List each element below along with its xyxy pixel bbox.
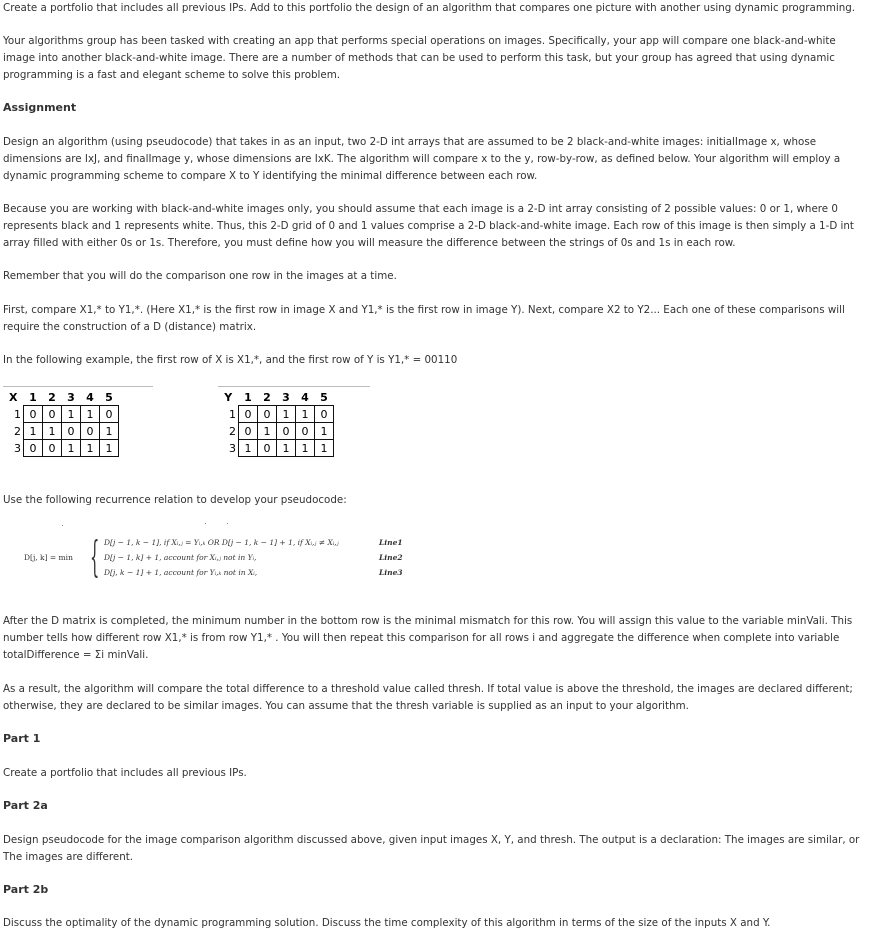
- matrix-y-cell: 1: [296, 440, 315, 457]
- recurrence-formula: [24, 532, 444, 582]
- matrix-y-cell: 0: [239, 406, 258, 423]
- part2b-heading: Part 2b: [3, 883, 49, 896]
- recurrence-tag-1: Line1: [379, 538, 403, 547]
- matrix-x-col-header: 3: [67, 390, 75, 404]
- matrix-y-cell: 0: [258, 406, 277, 423]
- matrix-y-cell: 1: [277, 440, 296, 457]
- part1-heading: Part 1: [3, 732, 41, 745]
- matrix-x-col-header: 1: [29, 390, 37, 404]
- matrix-y-col-header: 2: [263, 390, 271, 404]
- matrix-x-cell: 0: [62, 423, 81, 440]
- matrix-x-cell: 0: [100, 406, 119, 423]
- matrix-y-col-header: 4: [301, 390, 309, 404]
- matrix-y-label: Y: [224, 390, 233, 404]
- matrix-y: [218, 389, 334, 457]
- matrix-x-cell: 1: [81, 440, 100, 457]
- recurrence-line-2: D[j − 1, k] + 1, account for Xᵢ,ⱼ not in Yᵢ,: [104, 553, 257, 562]
- matrix-x-cell: 1: [100, 423, 119, 440]
- matrix-x-cell: 1: [62, 440, 81, 457]
- matrix-x-cell: 1: [81, 406, 100, 423]
- part2a-heading: Part 2a: [3, 799, 48, 812]
- assignment-heading: Assignment: [3, 101, 77, 114]
- matrix-x-col-header: 5: [105, 390, 113, 404]
- matrix-x-label: X: [9, 390, 18, 404]
- matrix-y-row: [218, 440, 334, 457]
- matrix-y-cell: 0: [296, 423, 315, 440]
- after-paragraph-2: As a result, the algorithm will compare the total difference to a threshold value called thresh. If total value is above the threshold, the images are declared different; otherwise, they are declared to be similar images. You can assume that the thresh variable is supplied as an input to your algorithm.: [3, 683, 853, 712]
- recurrence-line-1: D[j − 1, k − 1], if Xᵢ,ⱼ = Yᵢ,ₖ OR D[j − 1, k − 1] + 1, if Xᵢ,ⱼ ≠ Xᵢ,ⱼ: [104, 538, 339, 547]
- matrix-y-col-header: 5: [320, 390, 328, 404]
- left-brace-icon: {: [90, 532, 100, 581]
- part2a-text: Design pseudocode for the image comparison algorithm discussed above, given input images X, Y, and thresh. The output is a declaration: The images are similar, or The images are different.: [3, 834, 860, 863]
- matrix-y-cell: 1: [239, 440, 258, 457]
- assignment-paragraph-1: Design an algorithm (using pseudocode) that takes in as an input, two 2-D int arrays that are assumed to be 2 black-and-white images: initialImage x, whose dimensions are IxJ, and finalImage y, whose dimensions are IxK. The algorithm will compare x to the y, row-by-row, as defined below. Your algorithm will employ a dynamic programming scheme to compare X to Y identifying the minimal difference between each row.: [3, 136, 841, 182]
- matrix-x-cell: 1: [100, 440, 119, 457]
- matrix-x-cell: 1: [43, 423, 62, 440]
- part1-text: Create a portfolio that includes all previous IPs.: [3, 767, 247, 779]
- part2b-text: Discuss the optimality of the dynamic programming solution. Discuss the time complexity of this algorithm in terms of the size of the inputs X and Y.: [3, 917, 771, 929]
- matrix-y-cell: 1: [296, 406, 315, 423]
- matrix-y-cell: 1: [258, 423, 277, 440]
- matrix-y-col-header: 3: [282, 390, 290, 404]
- recurrence-lhs: D[j, k] = min: [24, 553, 73, 562]
- matrix-x-row-label: 2: [14, 424, 21, 438]
- assignment-paragraph-3: Remember that you will do the comparison one row in the images at a time.: [3, 270, 397, 282]
- matrix-x: [3, 389, 119, 457]
- recurrence-tag-3: Line3: [379, 568, 403, 577]
- matrix-x-cell: 1: [24, 423, 43, 440]
- matrix-y-cell: 1: [277, 406, 296, 423]
- matrix-x-col-header: 4: [86, 390, 94, 404]
- matrix-y-row: [218, 423, 334, 440]
- matrix-x-col-header: 2: [48, 390, 56, 404]
- recurrence-intro: Use the following recurrence relation to develop your pseudocode:: [3, 494, 347, 506]
- matrix-x-cell: 0: [43, 440, 62, 457]
- context-paragraph: Your algorithms group has been tasked with creating an app that performs special operations on images. Specifically, your app will compare one black-and-white image into another black-and-white image. There are a number of methods that can be used to perform this task, but your group has agreed that using dynamic programming is a fast and elegant scheme to solve this problem.: [3, 35, 836, 81]
- intro-line: Create a portfolio that includes all previous IPs. Add to this portfolio the design of an algorithm that compares one picture with another using dynamic programming.: [3, 2, 856, 14]
- matrix-y-cell: 0: [277, 423, 296, 440]
- recurrence-line-3: D[j, k − 1] + 1, account for Yᵢ,ₖ not in Xᵢ,: [104, 568, 258, 577]
- after-paragraph-1: After the D matrix is completed, the minimum number in the bottom row is the minimal mismatch for this row. You will assign this value to the variable minVali. This number tells how different row X1,* is from row Y1,* . You will then repeat this comparison for all rows i and aggregate the difference when complete into variable totalDifference = Σi minVali.: [3, 615, 853, 661]
- matrix-y-cell: 1: [315, 440, 334, 457]
- matrix-y-row-label: 1: [229, 407, 236, 421]
- matrix-x-row: [3, 440, 119, 457]
- matrix-x-row-label: 1: [14, 407, 21, 421]
- matrix-y-col-header: 1: [244, 390, 252, 404]
- matrix-y-row: [218, 406, 334, 423]
- assignment-paragraph-5: In the following example, the first row of X is X1,*, and the first row of Y is Y1,* = 00110: [3, 354, 458, 366]
- matrix-y-row-label: 2: [229, 424, 236, 438]
- matrix-y-cell: 1: [315, 423, 334, 440]
- matrix-x-row: [3, 406, 119, 423]
- matrix-x-cell: 0: [43, 406, 62, 423]
- assignment-paragraph-4: First, compare X1,* to Y1,*. (Here X1,* is the first row in image X and Y1,* is the first row in image Y). Next, compare X2 to Y2... Each one of these comparisons will require the construction of a D (distance) matrix.: [3, 304, 845, 333]
- matrix-x-cell: 1: [62, 406, 81, 423]
- assignment-paragraph-2: Because you are working with black-and-white images only, you should assume that each image is a 2-D int array consisting of 2 possible values: 0 or 1, where 0 represents black and 1 represents white. Thus, this 2-D grid of 0 and 1 values comprise a 2-D black-and-white image. Each row of this image is then simply a 1-D int array filled with either 0s or 1s. Therefore, you must define how you will measure the difference between the strings of 0s and 1s in each row.: [3, 203, 854, 249]
- matrix-x-row: [3, 423, 119, 440]
- matrix-y-row-label: 3: [229, 441, 236, 455]
- matrix-x-cell: 0: [81, 423, 100, 440]
- matrix-y-cell: 0: [315, 406, 334, 423]
- matrix-x-row-label: 3: [14, 441, 21, 455]
- matrix-x-cell: 0: [24, 406, 43, 423]
- matrix-x-cell: 0: [24, 440, 43, 457]
- recurrence-tag-2: Line2: [379, 553, 403, 562]
- matrix-y-cell: 0: [239, 423, 258, 440]
- matrix-y-cell: 0: [258, 440, 277, 457]
